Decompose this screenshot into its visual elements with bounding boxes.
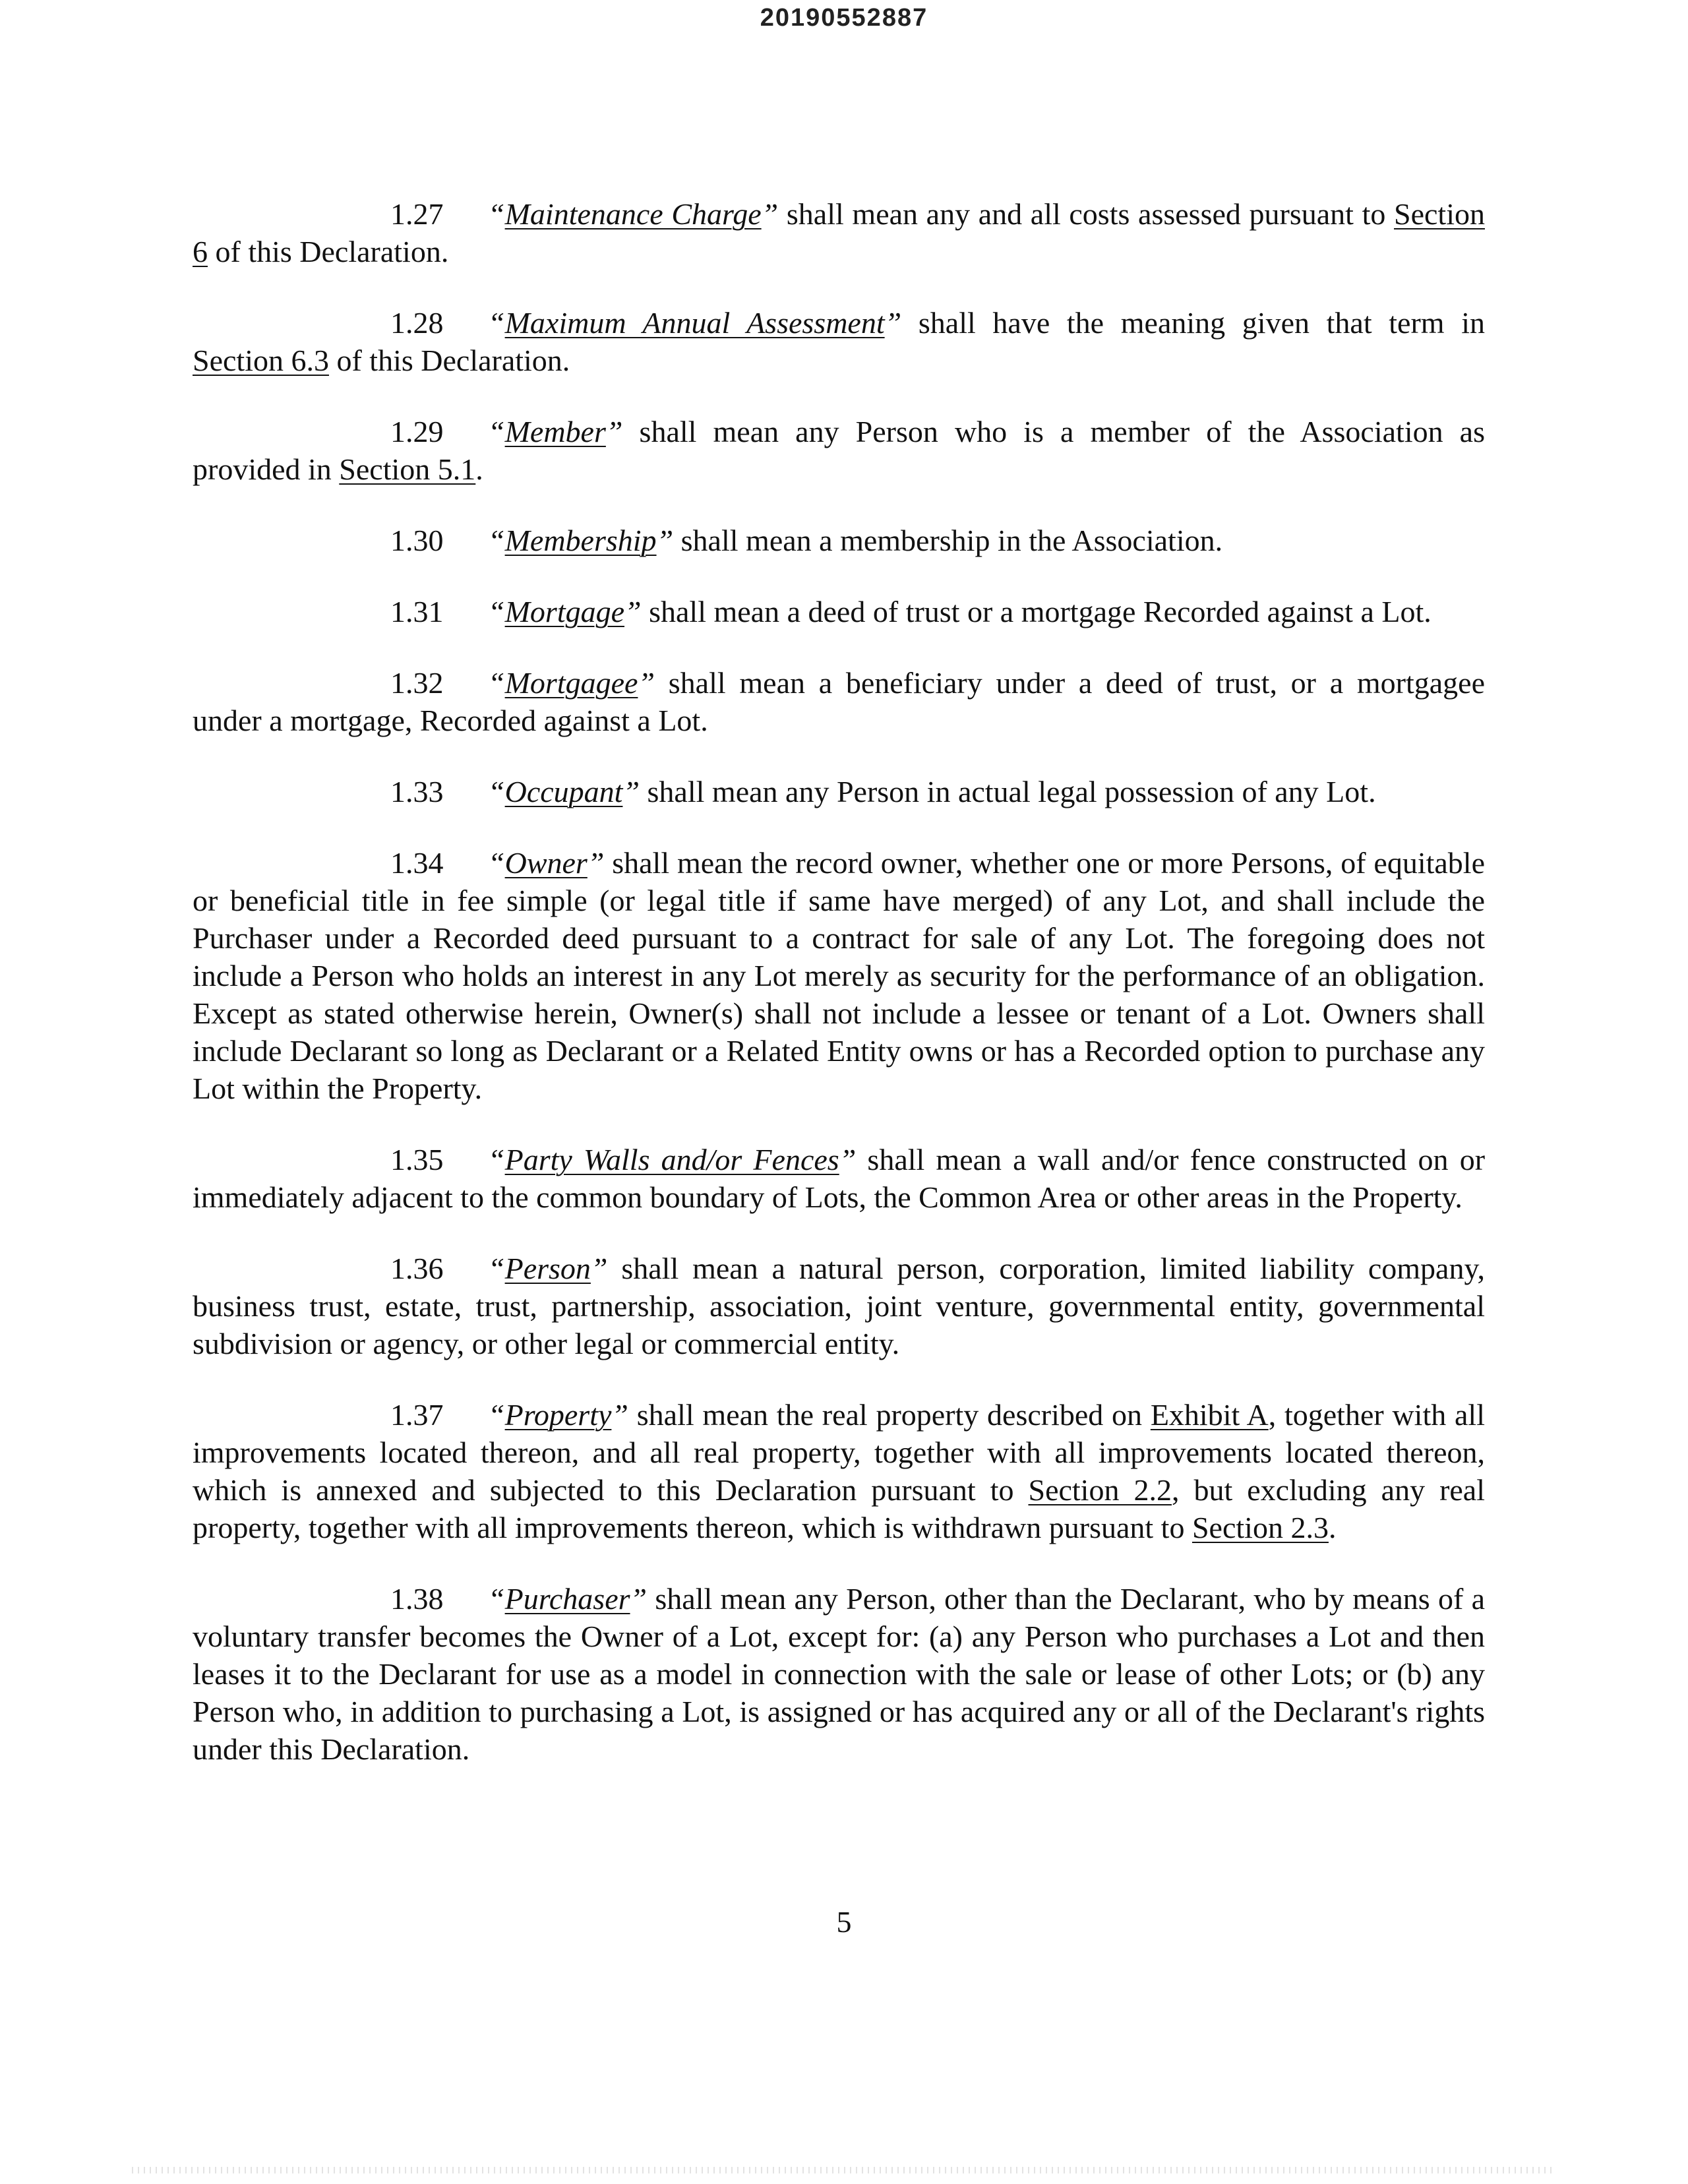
section-number: 1.34 xyxy=(390,846,444,880)
exhibit-reference: Exhibit A xyxy=(1150,1398,1269,1432)
section-number: 1.32 xyxy=(390,666,444,700)
definition-1-27 xyxy=(193,195,1485,270)
section-reference: Section 6.3 xyxy=(193,344,329,377)
defined-term: “Mortgagee” xyxy=(488,666,655,700)
definition-text: shall mean a deed of trust or a mortgage Recorded against a Lot. xyxy=(641,595,1432,628)
definition-1-37 xyxy=(193,1396,1485,1546)
defined-term: “Maintenance Charge” xyxy=(488,197,779,231)
definition-text: . xyxy=(1328,1511,1337,1544)
section-number: 1.31 xyxy=(390,595,444,628)
defined-term: “Property” xyxy=(488,1398,628,1432)
definition-text: of this Declaration. xyxy=(208,235,449,268)
defined-term: “Maximum Annual Assessment” xyxy=(488,306,902,340)
definition-text: . xyxy=(475,452,483,486)
definition-1-35 xyxy=(193,1141,1485,1216)
definition-text: shall mean any Person who is a member of the Association as provided in xyxy=(193,415,1485,486)
defined-term: “Membership” xyxy=(488,524,674,557)
definition-1-38 xyxy=(193,1580,1485,1768)
definition-text: shall have the meaning given that term in xyxy=(901,306,1485,340)
defined-term: “Occupant” xyxy=(488,775,640,808)
section-number: 1.38 xyxy=(390,1582,444,1616)
definition-1-36 xyxy=(193,1250,1485,1362)
definition-text: shall mean the real property described on xyxy=(628,1398,1151,1432)
defined-term: “Party Walls and/or Fences” xyxy=(488,1143,857,1176)
definition-text: shall mean a beneficiary under a deed of trust, or a mortgagee under a mortgage, Recorded against a Lot. xyxy=(193,666,1485,737)
definition-text: shall mean any Person in actual legal possession of any Lot. xyxy=(640,775,1376,808)
section-number: 1.33 xyxy=(390,775,444,808)
section-number: 1.29 xyxy=(390,415,444,448)
definition-1-33 xyxy=(193,773,1485,810)
section-reference: Section 2.2 xyxy=(1028,1473,1172,1507)
definition-text: , but excluding any real property, together with all improvements thereon, which is withdrawn pursuant to xyxy=(193,1473,1485,1544)
definition-text: shall mean a natural person, corporation, limited liability company, business trust, estate, trust, partnership, association, joint venture, governmental entity, governmental subdivision or agency, or other legal or commercial entity. xyxy=(193,1252,1485,1360)
definition-text: , together with all improvements located thereon, and all real property, together with all improvements located thereon, which is annexed and subjected to this Declaration pursuant to xyxy=(193,1398,1485,1507)
definition-1-28 xyxy=(193,304,1485,379)
section-number: 1.37 xyxy=(390,1398,444,1432)
definition-1-29 xyxy=(193,413,1485,488)
definition-text: shall mean a wall and/or fence constructed on or immediately adjacent to the common boundary of Lots, the Common Area or other areas in the Property. xyxy=(193,1143,1486,1214)
section-number: 1.30 xyxy=(390,524,444,557)
document-number: 20190552887 xyxy=(760,4,928,32)
definition-text: shall mean any and all costs assessed pursuant to xyxy=(778,197,1395,231)
section-number: 1.35 xyxy=(390,1143,444,1176)
definition-1-30 xyxy=(193,522,1485,559)
defined-term: “Person” xyxy=(488,1252,608,1285)
scan-artifact xyxy=(132,2167,1556,2173)
definition-text: shall mean any Person, other than the Declarant, who by means of a voluntary transfer becomes the Owner of a Lot, except for: (a) any Person who purchases a Lot and then leases it to the Declarant for use as a model in connection with the sale or lease of other Lots; or (b) any Person who, in addition to purchasing a Lot, is assigned or has acquired any or all of the Declarant's rights under this Declaration. xyxy=(193,1582,1485,1766)
definition-text: shall mean the record owner, whether one or more Persons, of equitable or beneficial title in fee simple (or legal title if same have merged) of any Lot, and shall include the Purchaser under a Recorded deed pursuant to a contract for sale of any Lot. The foregoing does not include a Person who holds an interest in any Lot merely as security for the performance of an obligation. Except as stated otherwise herein, Owner(s) shall not include a lessee or tenant of a Lot. Owners shall include Declarant so long as Declarant or a Related Entity owns or has a Recorded option to purchase any Lot within the Property. xyxy=(193,846,1485,1105)
section-number: 1.27 xyxy=(390,197,444,231)
definition-1-32 xyxy=(193,664,1485,739)
section-reference: Section 6 xyxy=(193,197,1485,268)
defined-term: “Member” xyxy=(488,415,623,448)
defined-term: “Owner” xyxy=(488,846,605,880)
defined-term: “Mortgage” xyxy=(488,595,642,628)
section-reference: Section 2.3 xyxy=(1191,1511,1329,1544)
defined-term: “Purchaser” xyxy=(488,1582,648,1616)
definition-1-31 xyxy=(193,593,1485,630)
page-number: 5 xyxy=(836,1905,852,1939)
section-reference: Section 5.1 xyxy=(339,452,476,486)
definition-text: shall mean a membership in the Association. xyxy=(673,524,1223,557)
definition-1-34 xyxy=(193,844,1485,1107)
section-number: 1.36 xyxy=(390,1252,444,1285)
section-number: 1.28 xyxy=(390,306,444,340)
definition-text: of this Declaration. xyxy=(328,344,570,377)
document-body xyxy=(193,195,1485,1802)
